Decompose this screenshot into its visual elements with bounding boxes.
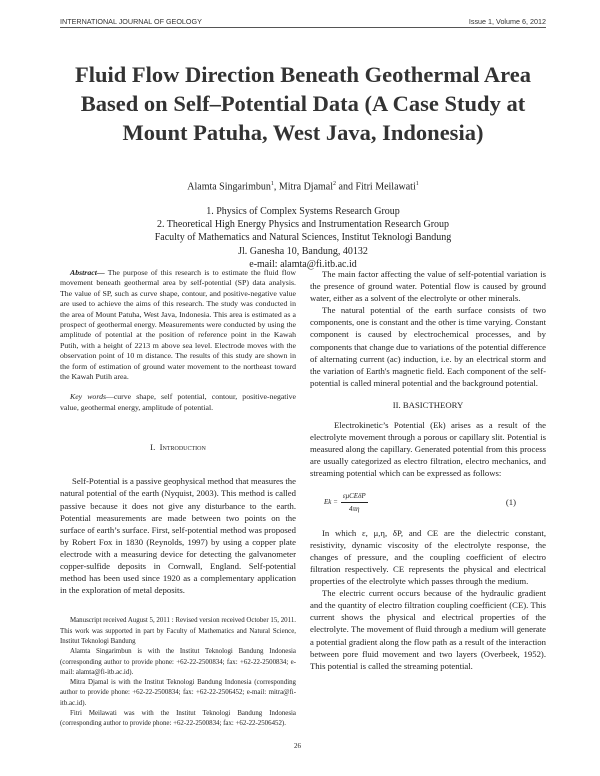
author-sup: 1 [415, 181, 419, 187]
footnote: Mitra Djamal is with the Institut Teknologi Bandung Indonesia (corresponding author to provide phone: +62-22-2500834; fax: +62-22-2506452; e-mail: mitra@fi-itb.ac.id). [60, 679, 296, 707]
paragraph: The electric current occurs because of the hydraulic gradient and the quantity of electro filtration coupling coefficient (CE). This current shows the physical and electrical properties of the electrolyte. The movement of fluid through a medium will generate a potential gradient along the flow path as a result of the interaction between pore fluid movement and two layers (Overbeek, 1952). This potential is called the streaming potential. [310, 588, 546, 671]
section-title: BASICTHEORY [402, 399, 464, 410]
keywords-label: Key words [70, 392, 107, 402]
paper-title: Fluid Flow Direction Beneath Geothermal Area Based on Self–Potential Data (A Case Study at Mount Patuha, West Java, Indonesia) [75, 62, 531, 145]
abstract-label: Abstract— [70, 268, 105, 277]
abstract-text: The purpose of this research is to estimate the fluid flow movement beneath geothermal area by self-potential (SP) data analysis. The value of SP, such as curve shape, contour, and positive-negative value are used to achieve the aims of this research. The study was conducted in the area of Mount Patuha, West Java, Indonesia. This area is estimated as a prospect of geothermal energy. Measurements were conducted by using the amplitude of potential at the position of reference point in the Kawah Putih, with a height of 2213 m above sea level. Electrode moves with the observation point of 10 m distance. The results of this study are shown in the form of estimation of ground water movement to the northeast toward the Kawah Putih area. [60, 268, 296, 382]
footnote: Fitri Meilawati was with the Institut Teknologi Bandung Indonesia (corresponding author to provide phone: +62-22-2500834; fax: +62-22-2506452). [60, 709, 296, 728]
paragraph: In which ε, μ,η, δP, and CE are the dielectric constant, resistivity, dynamic viscosity of the electrolyte response, the changes of pressure, and the coupling coefficient of electro filtration respectively. CE represents the physical and electrical properties of the electrolyte which passes through the medium. [310, 527, 546, 587]
abstract [60, 268, 296, 413]
page-number: 26 [294, 742, 301, 750]
journal-header: INTERNATIONAL JOURNAL OF GEOLOGY [60, 17, 202, 26]
author-sup: 1 [270, 181, 274, 187]
footnotes [60, 616, 296, 729]
affiliation: 2. Theoretical High Energy Physics and Instrumentation Research Group [156, 219, 450, 231]
author: Mitra Djamal [278, 181, 334, 193]
paragraph: The natural potential of the earth surface consists of two components, one is constant and the other is time varying. Constant component is caused by electrochemical processes, and by components that change due to variations of the potential difference of alternating current (ac) induction, i.e. by an electrical storm and the variation of Earth's magnetic field. Each component of the self-potential is called mineral potential and the background potential. [310, 305, 547, 388]
footnote: Manuscript received August 5, 2011 : Revised version received October 15, 2011. This work was supported in part by Faculty of Mathematics and Natural Science, Institut Teknologi Bandung [60, 617, 296, 645]
equation-numerator: εμCEδP [341, 490, 368, 503]
sep: , [273, 181, 279, 193]
sep: and [336, 181, 356, 193]
section-num: I. [150, 442, 156, 453]
section-heading-intro [60, 441, 296, 453]
section-num: II. [392, 399, 401, 410]
section-heading-theory [310, 399, 546, 411]
author-sup: 2 [333, 181, 337, 187]
author: Fitri Meilawati [355, 181, 416, 193]
paragraph: The main factor affecting the value of self-potential variation is the presence of ground water. Potential flow is caused by ground water, either as a solvent of the electrolyte or other minerals. [310, 269, 546, 304]
header-rule [60, 27, 546, 28]
keywords-text: —curve shape, self potential, contour, positive-negative value, geothermal energy, amplitude of potential. [60, 392, 296, 412]
equation-1 [310, 490, 546, 515]
affiliation: Jl. Ganesha 10, Bandung, 40132 [238, 245, 368, 257]
footnote: Alamta Singarimbun is with the Institut Teknologi Bandung Indonesia (corresponding author to provide phone: +62-22-2500834; fax: +62-22-2500834; e-mail: alamta@fi-itb.ac.id). [60, 648, 296, 676]
equation-denominator: 4πη [348, 504, 360, 513]
intro-paragraph: Self-Potential is a passive geophysical method that measures the natural potential of the earth (Nyquist, 2003). This method is called passive because it does not give any disturbance to the earth. Potential measurements are made between two points on the surface of earth’s surface. First, self-potential method was proposed by Robert Fox in 1830 (Reynolds, 1997) by using a copper plate electrode with a measuring device for detecting the galvanometer copper-sulfide deposits in Cornwall, England. Self-potential method has been used since 1920 as a complementary application in the exploration of metal deposits. [60, 476, 296, 596]
theory-paragraph: Electrokinetic’s Potential (Ek) arises as a result of the electrolyte movement through a porous or capillary slit. Potential is measured along the capillary. Generated potential from this process are usually categorized as electro filtration, electro mechanics, and streaming potential which can be expressed as follows: [310, 420, 546, 479]
left-column [60, 268, 296, 730]
email: e-mail: alamta@fi.itb.ac.id [249, 258, 357, 270]
equation-lhs: Ek = [324, 497, 338, 506]
author: Alamta Singarimbun [187, 181, 271, 193]
affiliation: Faculty of Mathematics and Natural Sciences, Institut Teknologi Bandung [154, 232, 452, 244]
issue-header: Issue 1, Volume 6, 2012 [468, 17, 546, 26]
equation-number: (1) [505, 497, 516, 508]
affiliation: 1. Physics of Complex Systems Research Group [206, 206, 400, 217]
authors [60, 181, 546, 192]
section-title: Introduction [159, 442, 206, 453]
affiliations [60, 205, 546, 271]
right-column [310, 268, 546, 672]
